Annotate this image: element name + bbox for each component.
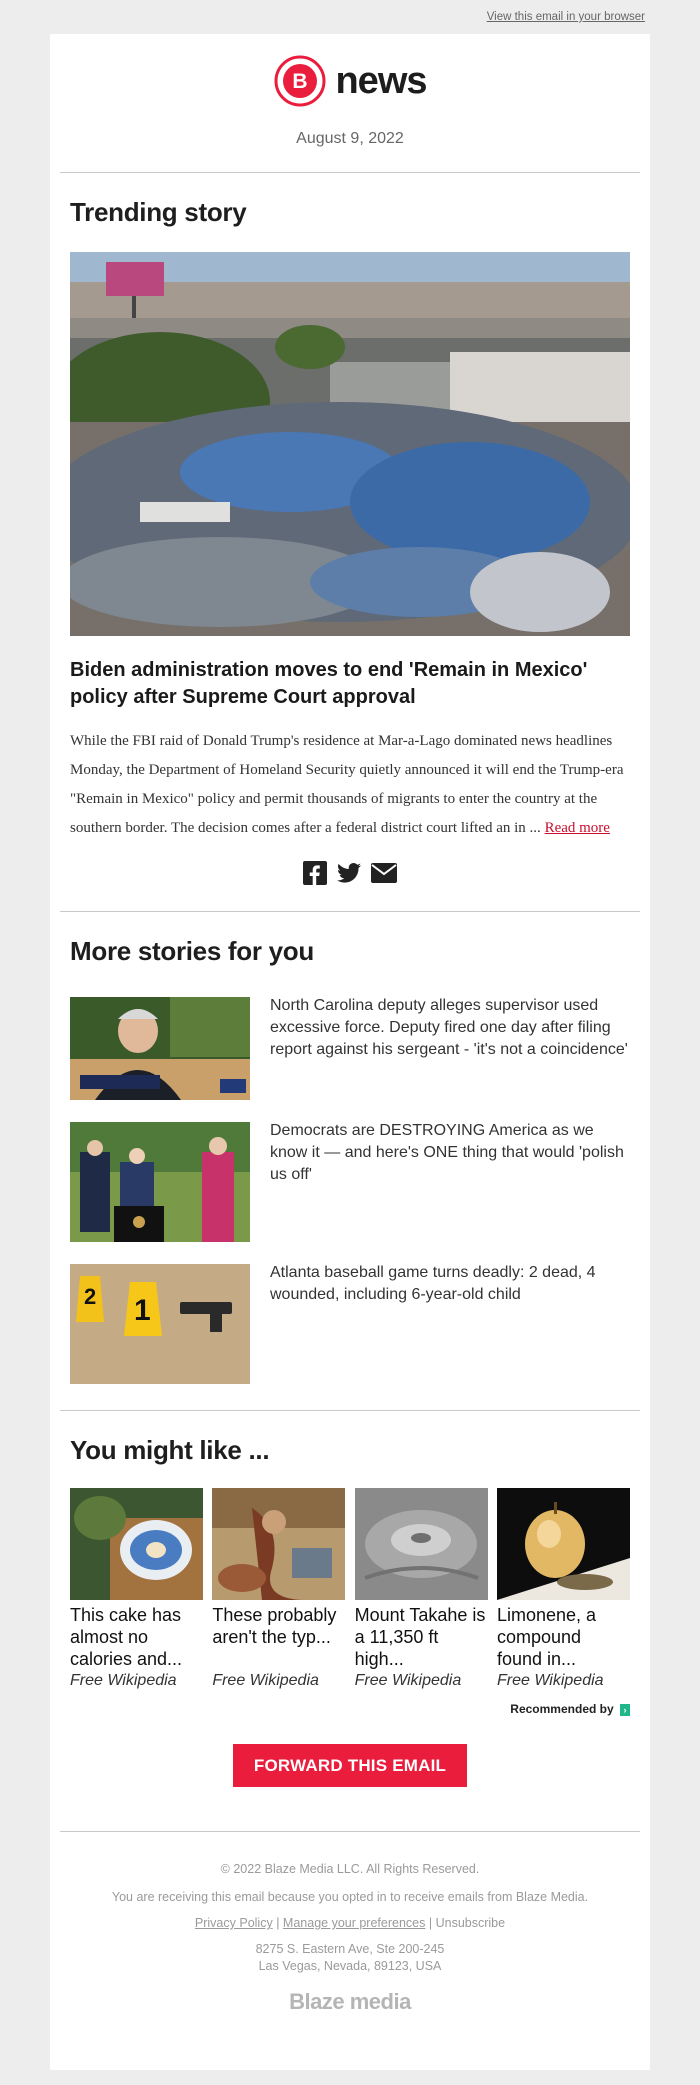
recommendation-source: Free Wikipedia bbox=[496, 1672, 604, 1689]
more-stories-heading: More stories for you bbox=[70, 936, 314, 966]
recommendation-source: Free Wikipedia bbox=[70, 1672, 177, 1689]
you-might-like-heading: You might like ... bbox=[70, 1435, 270, 1465]
recommendation-thumbnail bbox=[355, 1488, 488, 1600]
recommended-by[interactable] bbox=[70, 1702, 630, 1716]
recommendation-title[interactable]: Limonene, a compound found in... bbox=[496, 1605, 597, 1669]
recommendation-source: Free Wikipedia bbox=[354, 1672, 462, 1689]
story-item[interactable] bbox=[70, 997, 630, 1100]
trending-section bbox=[50, 197, 650, 887]
recommendation-thumbnail bbox=[497, 1488, 630, 1600]
recommendation-thumbnail bbox=[212, 1488, 345, 1600]
recommendation-card[interactable] bbox=[70, 1488, 203, 1690]
recommendation-title[interactable]: This cake has almost no calories and... bbox=[70, 1605, 183, 1669]
blaze-media-logo[interactable] bbox=[289, 1989, 411, 2015]
trending-excerpt bbox=[70, 727, 630, 843]
svg-text:2: 2 bbox=[84, 1284, 97, 1309]
footer bbox=[50, 1862, 650, 2015]
story-title[interactable]: Atlanta baseball game turns deadly: 2 dead, 4 wounded, including 6-year-old child bbox=[270, 1264, 596, 1303]
recommendation-card[interactable] bbox=[355, 1488, 488, 1690]
trending-image[interactable] bbox=[70, 252, 630, 636]
address-line-2: Las Vegas, Nevada, 89123, USA bbox=[258, 1959, 442, 1973]
recommendation-grid bbox=[70, 1488, 630, 1690]
footer-links bbox=[50, 1916, 650, 1930]
share-bar bbox=[70, 861, 630, 887]
opt-in-notice: You are receiving this email because you opted in to receive emails from Blaze Media. bbox=[111, 1890, 589, 1904]
email-card bbox=[50, 34, 650, 2070]
story-item[interactable] bbox=[70, 1122, 630, 1242]
more-stories-list bbox=[70, 997, 630, 1384]
facebook-icon[interactable] bbox=[303, 861, 327, 890]
divider bbox=[60, 172, 640, 173]
trending-heading: Trending story bbox=[70, 197, 247, 227]
trending-headline[interactable]: Biden administration moves to end 'Remain in Mexico' policy after Supreme Court approval bbox=[70, 659, 588, 708]
svg-text:B: B bbox=[292, 70, 309, 93]
trending-excerpt-text: While the FBI raid of Donald Trump's residence at Mar-a-Lago dominated news headlines Monday, the Department of Homeland Security quietly announced it will end the Trump-era "Remain in Mexico" policy and permit thousands of migrants to enter the country at the southern border. The decision comes after a federal district court lifted an in ... bbox=[70, 733, 624, 836]
more-stories-section bbox=[50, 936, 650, 1384]
privacy-policy-link[interactable]: Privacy Policy bbox=[194, 1916, 273, 1930]
brand-name: news bbox=[335, 59, 427, 102]
brand-logo[interactable] bbox=[273, 54, 426, 108]
top-bar bbox=[0, 0, 700, 34]
svg-text:1: 1 bbox=[134, 1294, 151, 1327]
forward-email-button[interactable]: FORWARD THIS EMAIL bbox=[233, 1744, 467, 1787]
recommendation-title[interactable]: Mount Takahe is a 11,350 ft high... bbox=[354, 1605, 486, 1669]
recommendation-thumbnail bbox=[70, 1488, 203, 1600]
copyright: © 2022 Blaze Media LLC. All Rights Reserved. bbox=[220, 1862, 480, 1876]
recommendation-card[interactable] bbox=[497, 1488, 630, 1690]
divider bbox=[60, 1831, 640, 1832]
email-icon[interactable] bbox=[371, 863, 397, 888]
issue-date: August 9, 2022 bbox=[296, 130, 404, 147]
blaze-media-wordmark: Blaze media bbox=[289, 1989, 411, 2014]
recommendation-card[interactable] bbox=[212, 1488, 345, 1690]
unsubscribe-link[interactable]: Unsubscribe bbox=[435, 1916, 506, 1930]
read-more-link[interactable]: Read more bbox=[544, 820, 610, 836]
view-in-browser-link[interactable]: View this email in your browser bbox=[486, 11, 645, 23]
link-separator: | bbox=[428, 1916, 433, 1930]
divider bbox=[60, 911, 640, 912]
story-thumbnail bbox=[70, 1264, 250, 1384]
manage-preferences-link[interactable]: Manage your preferences bbox=[282, 1916, 426, 1930]
twitter-icon[interactable] bbox=[337, 862, 361, 889]
story-item[interactable] bbox=[70, 1264, 630, 1384]
divider bbox=[60, 1410, 640, 1411]
address-line-1: 8275 S. Eastern Ave, Ste 200-245 bbox=[255, 1942, 445, 1956]
blaze-b-icon bbox=[273, 54, 327, 108]
story-thumbnail bbox=[70, 997, 250, 1100]
link-separator: | bbox=[276, 1916, 280, 1930]
recommendation-title[interactable]: These probably aren't the typ... bbox=[212, 1605, 337, 1647]
story-thumbnail bbox=[70, 1122, 250, 1242]
recommended-by-label: Recommended by bbox=[510, 1702, 614, 1716]
you-might-like-section bbox=[50, 1435, 650, 1787]
header bbox=[50, 34, 650, 108]
story-title[interactable]: Democrats are DESTROYING America as we know it — and here's ONE thing that would 'polish us off' bbox=[270, 1122, 624, 1183]
story-title[interactable]: North Carolina deputy alleges supervisor used excessive force. Deputy fired one day after filing report against his sergeant - 'it's not a coincidence' bbox=[270, 997, 628, 1058]
recommendation-source: Free Wikipedia bbox=[212, 1672, 319, 1689]
recommender-logo-icon: › bbox=[620, 1704, 630, 1716]
